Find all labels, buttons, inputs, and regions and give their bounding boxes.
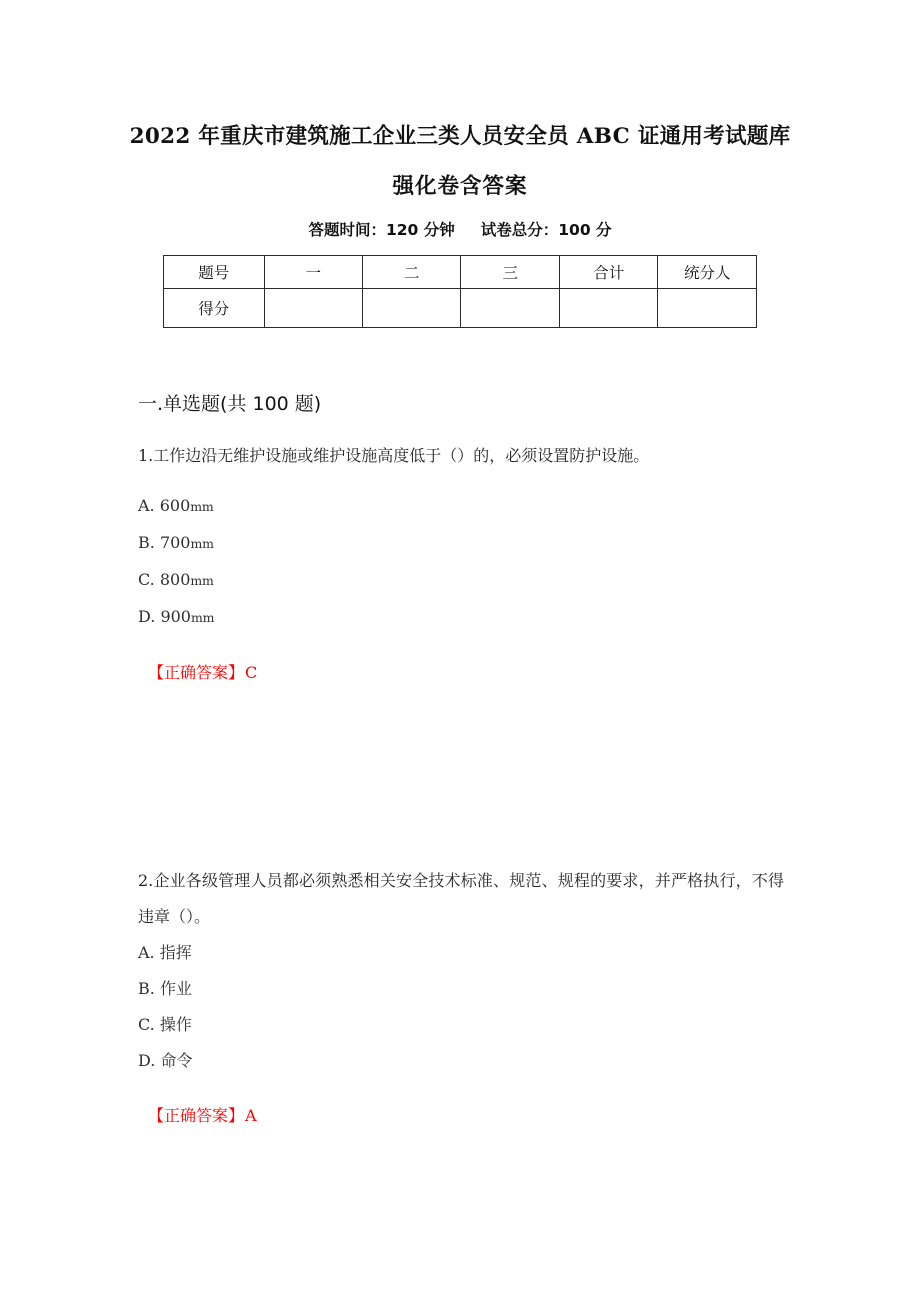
option-label: B.: [138, 533, 155, 552]
score-table-header-cell: 合计: [559, 256, 657, 289]
option-text: 指挥: [159, 943, 192, 962]
score-table-header-cell: 二: [362, 256, 460, 289]
score-table-header-row: [164, 256, 757, 289]
question-item: [138, 863, 784, 1131]
correct-answer-value: A: [245, 1106, 257, 1125]
correct-answer-label: 【正确答案】: [148, 1106, 245, 1125]
score-table-input-cell[interactable]: [658, 289, 757, 328]
score-table-input-cell[interactable]: [264, 289, 362, 328]
option-unit: mm: [190, 610, 215, 625]
option-unit: mm: [190, 536, 214, 551]
option-label: D.: [138, 607, 156, 626]
option-label: D.: [138, 1051, 156, 1070]
score-table-body-row: [164, 289, 757, 328]
option-list: [138, 488, 784, 636]
question-list: [138, 438, 784, 1131]
option-text: 900: [160, 607, 191, 626]
option-item[interactable]: [138, 488, 784, 525]
option-text: 作业: [159, 979, 192, 998]
exam-total-score-label: 试卷总分：100 分: [480, 221, 612, 239]
score-table-header-cell: 统分人: [658, 256, 757, 289]
correct-answer-line: [148, 658, 784, 688]
question-item: [138, 438, 784, 688]
option-item[interactable]: [138, 599, 784, 636]
question-text: 企业各级管理人员都必须熟悉相关安全技术标准、规范、规程的要求，并严格执行，不得违章（）。: [138, 871, 784, 926]
option-label: A.: [138, 496, 155, 515]
exam-meta: [100, 218, 820, 240]
score-table-input-cell[interactable]: [362, 289, 460, 328]
score-table-header-cell: 题号: [164, 256, 265, 289]
section-heading-single-choice: 一.单选题(共 100 题): [138, 393, 322, 415]
score-table: [163, 255, 757, 328]
correct-answer-label: 【正确答案】: [148, 663, 245, 682]
score-table-header-cell: 三: [461, 256, 559, 289]
option-item[interactable]: [138, 525, 784, 562]
score-table-input-cell[interactable]: [559, 289, 657, 328]
correct-answer-line: [148, 1101, 784, 1131]
question-gap: [138, 688, 784, 863]
option-text: 命令: [160, 1051, 193, 1070]
option-text: 操作: [159, 1015, 192, 1034]
score-table-input-cell[interactable]: [461, 289, 559, 328]
option-label: C.: [138, 570, 155, 589]
option-item[interactable]: [138, 935, 784, 971]
question-text: 工作边沿无维护设施或维护设施高度低于（）的，必须设置防护设施。: [153, 446, 650, 465]
exam-time-label: 答题时间：120 分钟: [308, 221, 455, 239]
option-label: A.: [138, 943, 155, 962]
option-text: 600: [159, 496, 191, 515]
question-number: 2.: [138, 871, 154, 890]
score-table-header-cell: 一: [264, 256, 362, 289]
document-title-line-2: 强化卷含答案: [392, 174, 528, 199]
option-item[interactable]: [138, 1043, 784, 1079]
option-item[interactable]: [138, 971, 784, 1007]
question-number: 1.: [138, 446, 154, 465]
question-stem: [138, 863, 784, 935]
option-label: B.: [138, 979, 155, 998]
option-unit: mm: [190, 573, 214, 588]
question-stem: [138, 438, 784, 474]
score-table-row-label: 得分: [164, 289, 265, 328]
option-list: [138, 935, 784, 1079]
spacer: [138, 474, 784, 488]
option-item[interactable]: [138, 1007, 784, 1043]
option-item[interactable]: [138, 562, 784, 599]
document-title-block: [100, 112, 820, 212]
option-text: 700: [159, 533, 191, 552]
spacer: [138, 636, 784, 658]
document-title-line-1: 2022 年重庆市建筑施工企业三类人员安全员 ABC 证通用考试题库: [129, 124, 791, 149]
option-text: 800: [159, 570, 191, 589]
option-label: C.: [138, 1015, 155, 1034]
option-unit: mm: [190, 499, 214, 514]
spacer: [138, 1079, 784, 1101]
correct-answer-value: C: [245, 663, 258, 682]
